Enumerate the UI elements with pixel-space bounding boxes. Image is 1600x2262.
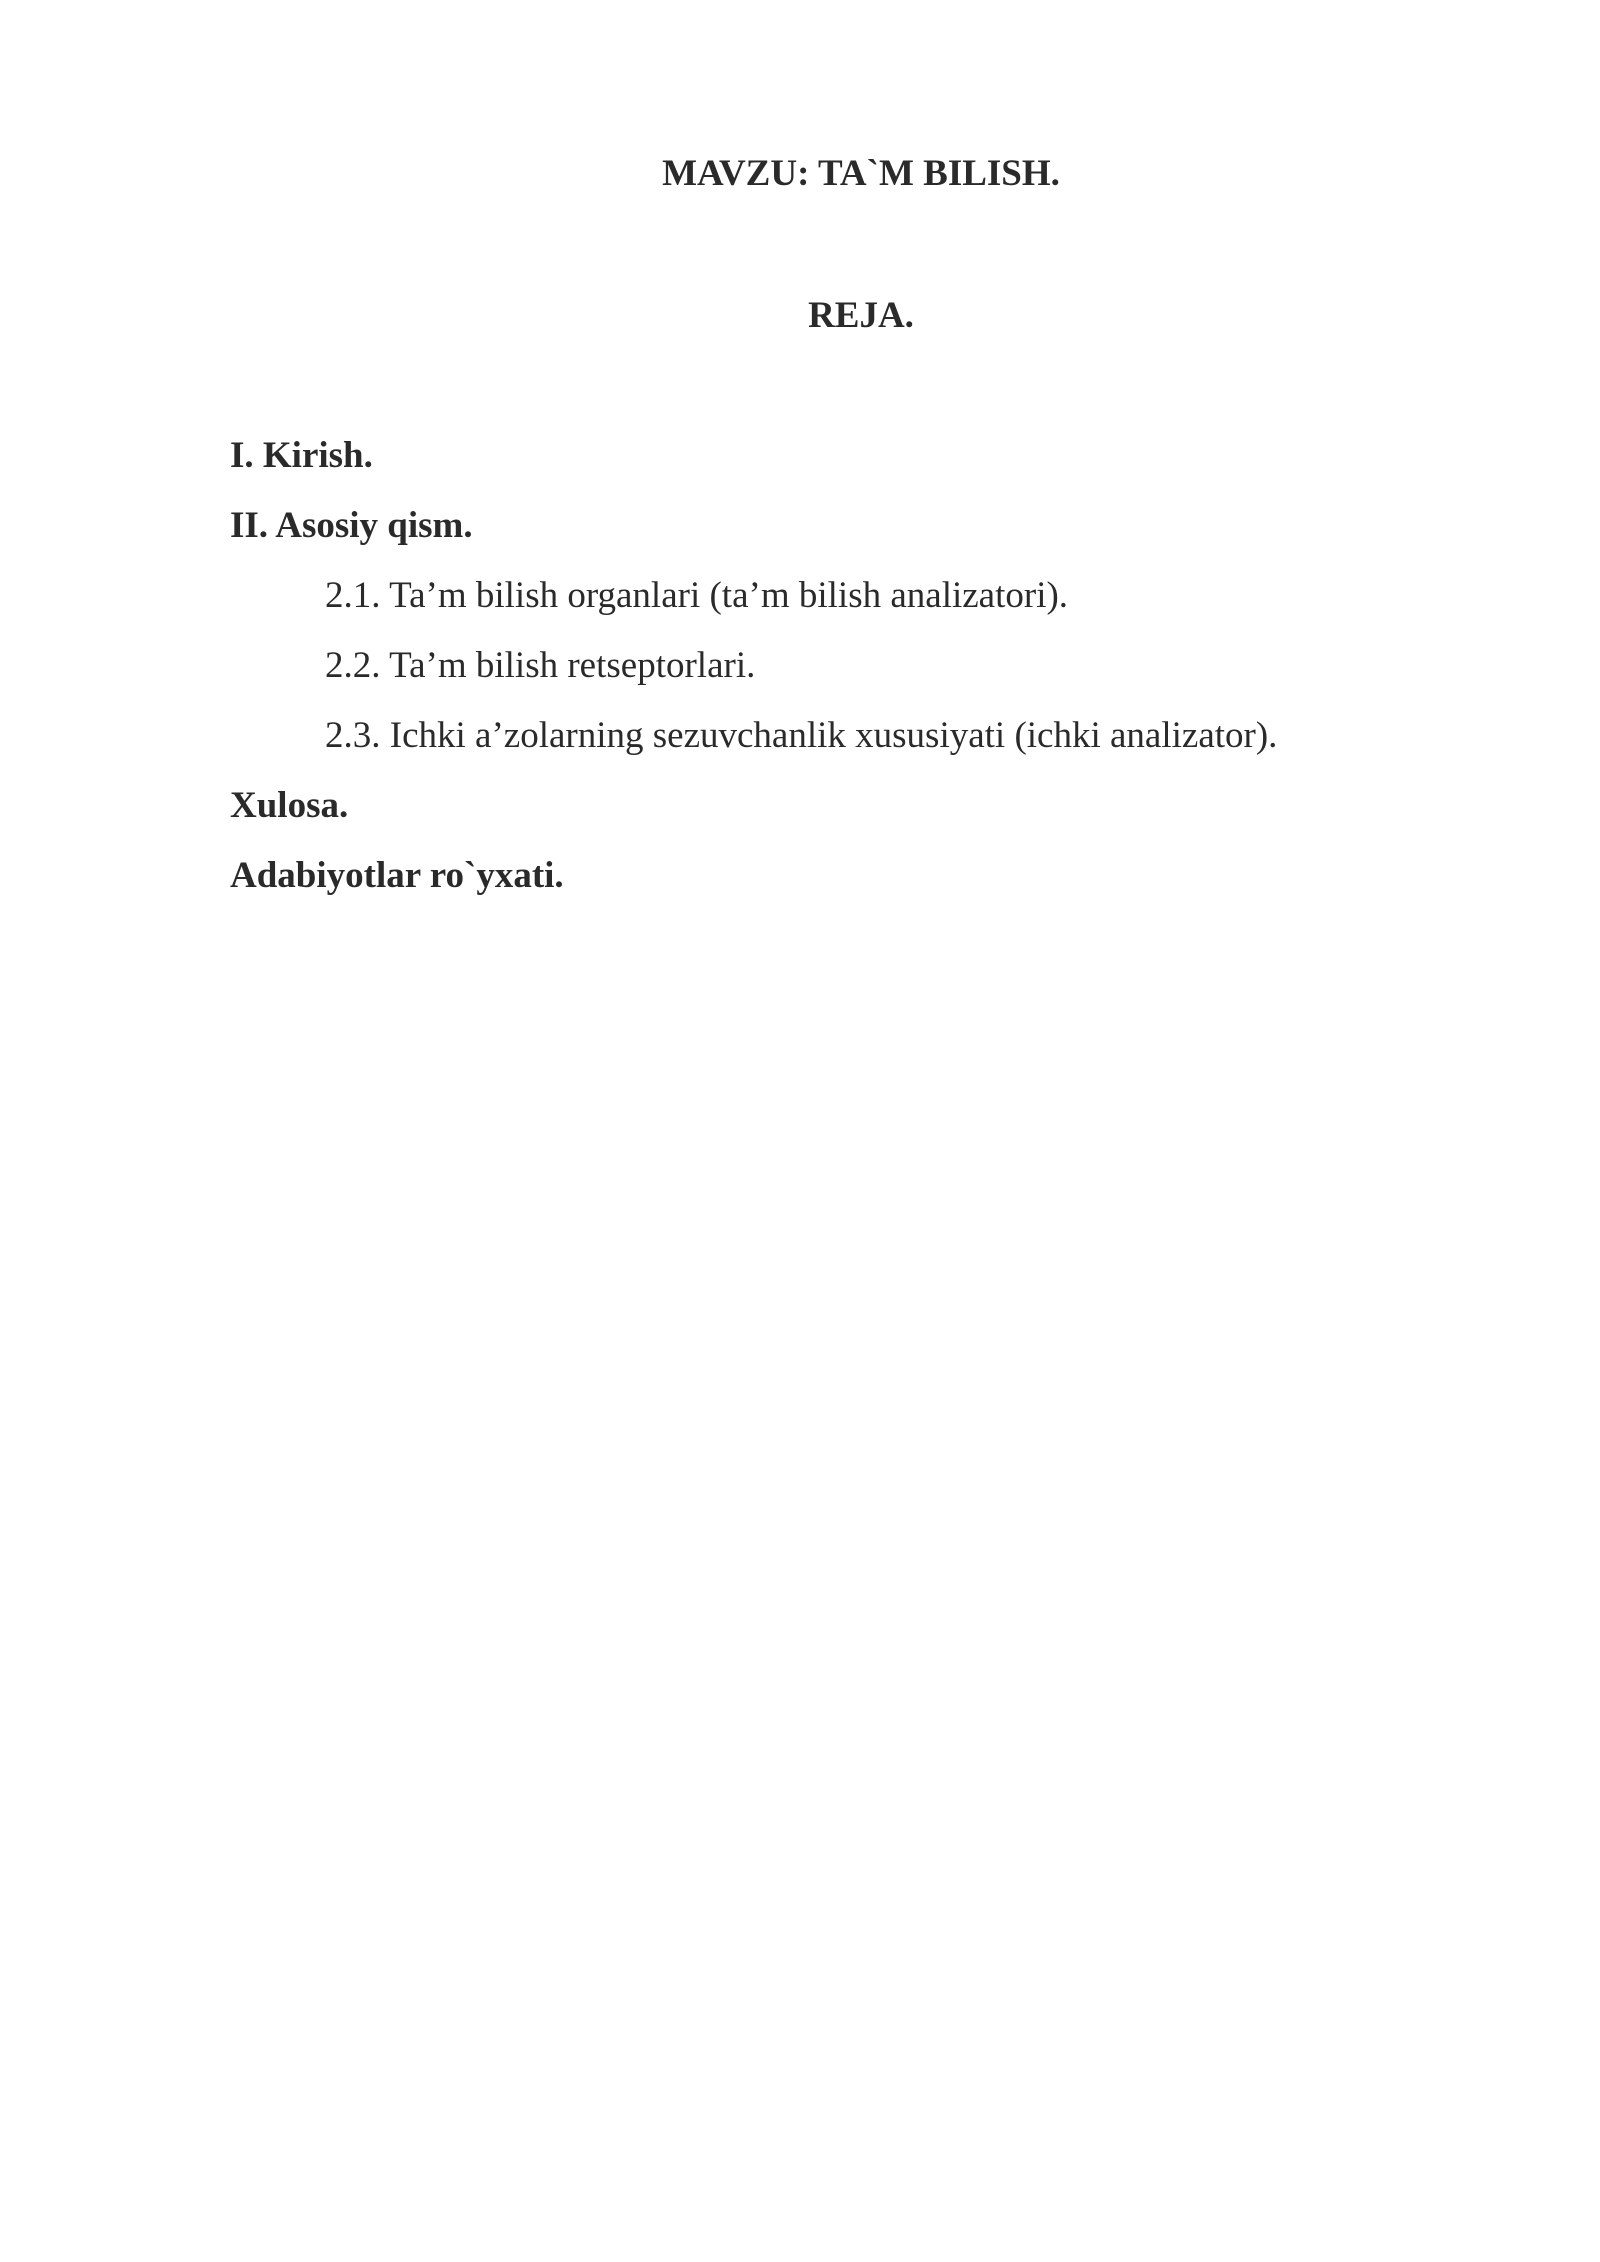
plan-heading: REJA.: [808, 295, 914, 336]
plan-item-kirish: I. Kirish.: [230, 435, 373, 476]
plan-subitem-2-2: 2.2. Ta’m bilish retseptorlari.: [325, 645, 756, 686]
plan-item-adabiyotlar: Adabiyotlar ro`yxati.: [230, 855, 564, 896]
plan-subitem-2-3: 2.3. Ichki a’zolarning sezuvchanlik xususiyati (ichki analizator).: [325, 715, 1278, 756]
document-title: MAVZU: TA`M BILISH.: [662, 153, 1060, 194]
plan-item-asosiy-qism: II. Asosiy qism.: [230, 505, 473, 546]
plan-list: [230, 434, 1430, 924]
plan-subitem-2-1: 2.1. Ta’m bilish organlari (ta’m bilish analizatori).: [325, 575, 1069, 616]
plan-item-xulosa: Xulosa.: [230, 785, 349, 826]
